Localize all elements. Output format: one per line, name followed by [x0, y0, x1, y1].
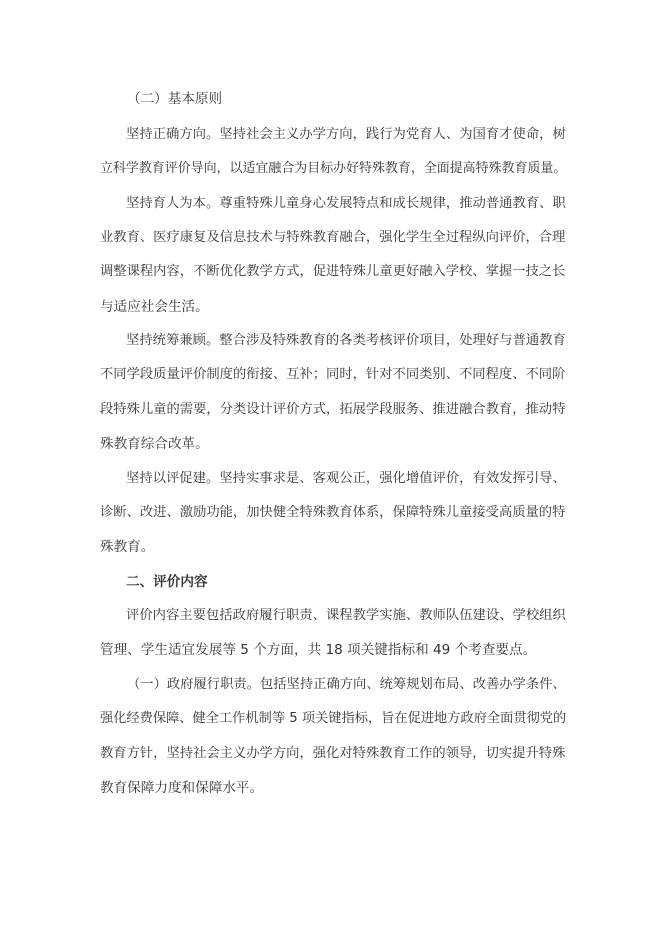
paragraph-line: 殊教育。	[100, 539, 155, 555]
paragraph-line: 诊断、改进、激励功能，加快健全特殊教育体系，保障特殊儿童接受高质量的特	[100, 505, 566, 520]
section-heading-content: 二、评价内容	[126, 574, 208, 590]
paragraph-line: 坚持正确方向。坚持社会主义办学方向，践行为党育人、为国育才使命，树	[126, 127, 566, 142]
paragraph-line: 坚持以评促建。坚持实事求是、客观公正，强化增值评价，有效发挥引导、	[126, 471, 566, 486]
paragraph-line: 教育方针，坚持社会主义办学方向，强化对特殊教育工作的领导，切实提升特殊	[100, 746, 566, 761]
paragraph-line: 立科学教育评价导向，以适宜融合为目标办好特殊教育，全面提高特殊教育质量。	[100, 161, 567, 176]
paragraph-line: 评价内容主要包括政府履行职责、课程教学实施、教师队伍建设、学校组织	[126, 608, 566, 623]
paragraph-line: 坚持统筹兼顾。整合涉及特殊教育的各类考核评价项目，处理好与普通教育	[126, 333, 566, 348]
paragraph-line: 业教育、医疗康复及信息技术与特殊教育融合，强化学生全过程纵向评价，合理	[100, 230, 566, 245]
paragraph-line: 管理、学生适宜发展等 5 个方面，共 18 项关键指标和 49 个考查要点。	[100, 642, 537, 658]
section-heading-principles: （二）基本原则	[127, 91, 223, 107]
paragraph-line: 殊教育综合改革。	[100, 436, 209, 452]
paragraph-line: 坚持育人为本。尊重特殊儿童身心发展特点和成长规律，推动普通教育、职	[126, 196, 566, 211]
paragraph-line: 不同学段质量评价制度的衔接、互补；同时，针对不同类别、不同程度、不同阶	[100, 367, 566, 382]
paragraph-line: 强化经费保障、健全工作机制等 5 项关键指标，旨在促进地方政府全面贯彻党的	[100, 711, 567, 726]
paragraph-line: 段特殊儿童的需要，分类设计评价方式，拓展学段服务、推进融合教育，推动特	[100, 402, 566, 417]
paragraph-line: 教育保障力度和保障水平。	[100, 780, 264, 796]
paragraph-line: （一）政府履行职责。包括坚持正确方向、统筹规划布局、改善办学条件、	[127, 677, 566, 692]
paragraph-line: 调整课程内容，不断优化教学方式，促进特殊儿童更好融入学校、掌握一技之长	[100, 264, 566, 279]
paragraph-line: 与适应社会生活。	[100, 299, 209, 315]
